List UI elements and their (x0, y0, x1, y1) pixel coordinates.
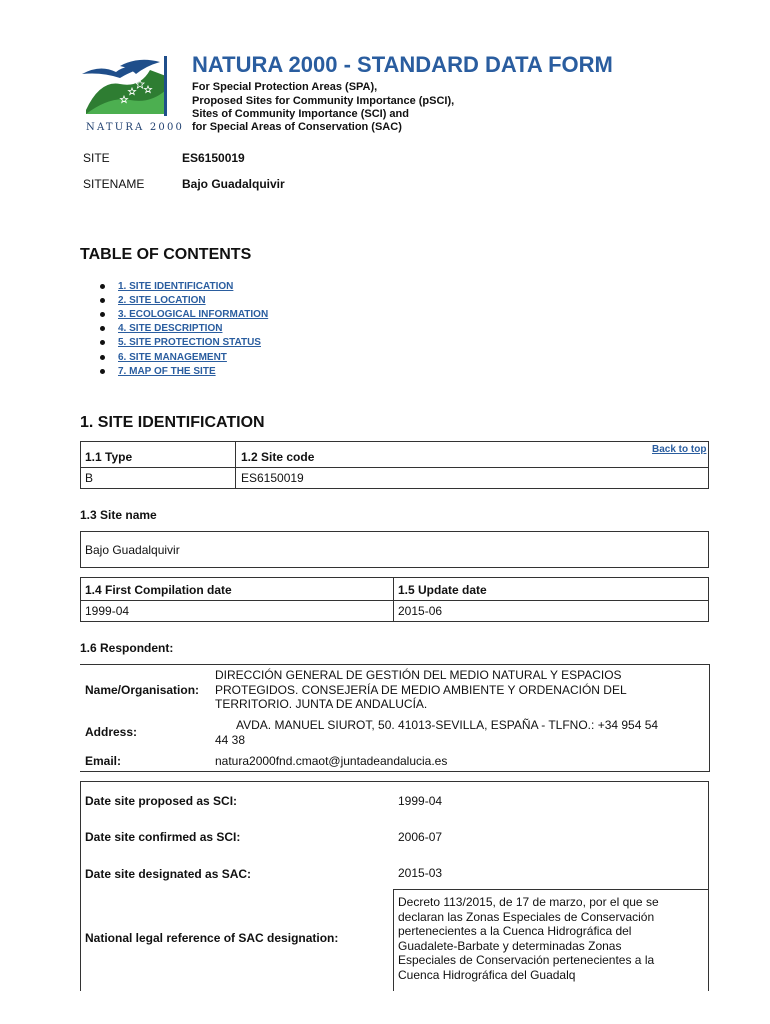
toc-item (100, 336, 268, 350)
bullet-icon (100, 284, 105, 289)
organisation-line: PROTEGIDOS. CONSEJERÍA DE MEDIO AMBIENTE Y ORDENACIÓN DEL (215, 682, 627, 697)
logo-text: NATURA 2000 (86, 122, 184, 133)
natura-2000-logo (80, 50, 184, 134)
legal-reference-line: Especiales de Conservación pertenecientes a la (398, 953, 655, 967)
divider (393, 577, 394, 622)
proposed-sci-value: 1999-04 (398, 794, 443, 808)
subtitle-line: For Special Protection Areas (SPA), (192, 81, 378, 93)
site-name-value: Bajo Guadalquivir (85, 543, 180, 557)
divider (80, 771, 709, 772)
legal-reference-line: Cuenca Hidrográfica del Guadalq (398, 967, 576, 982)
toc-item (100, 350, 268, 364)
divider (235, 441, 236, 489)
organisation-line: DIRECCIÓN GENERAL DE GESTIÓN DEL MEDIO NATURAL Y ESPACIOS (215, 668, 622, 682)
toc-item (100, 364, 268, 378)
site-code-value: ES6150019 (182, 151, 245, 165)
type-code-table (80, 441, 709, 489)
sitename-label: SITENAME (83, 177, 145, 191)
toc-link-site-protection-status[interactable]: 5. SITE PROTECTION STATUS (118, 337, 261, 349)
update-date-value: 2015-06 (398, 604, 443, 618)
type-label: 1.1 Type (85, 450, 133, 464)
subtitle-line: Proposed Sites for Community Importance (pSCI), (192, 95, 455, 107)
address-line: 44 38 (215, 732, 246, 747)
organisation-value (215, 668, 627, 712)
toc-item (100, 279, 268, 293)
address-line: AVDA. MANUEL SIUROT, 50. 41013-SEVILLA, ESPAÑA - TLFNO.: +34 954 54 (236, 718, 659, 732)
site-code-cell: ES6150019 (241, 471, 304, 485)
toc-link-site-identification[interactable]: 1. SITE IDENTIFICATION (118, 280, 234, 292)
legal-reference-value (398, 895, 698, 982)
toc-item (100, 322, 268, 336)
site-name-heading: 1.3 Site name (80, 508, 157, 522)
divider (80, 664, 709, 665)
confirmed-sci-value: 2006-07 (398, 830, 443, 844)
bullet-icon (100, 355, 105, 360)
site-code-label: 1.2 Site code (241, 450, 315, 464)
bullet-icon (100, 369, 105, 374)
legal-reference-line: declaran las Zonas Especiales de Conservación (398, 909, 655, 924)
divider (709, 664, 710, 772)
subtitle-line: for Special Areas of Conservation (SAC) (192, 121, 402, 133)
toc-link-site-management[interactable]: 6. SITE MANAGEMENT (118, 351, 227, 363)
bullet-icon (100, 298, 105, 303)
divider (393, 889, 709, 890)
toc-link-map-of-the-site[interactable]: 7. MAP OF THE SITE (118, 365, 216, 377)
designated-sac-label: Date site designated as SAC: (85, 867, 252, 881)
first-compilation-label: 1.4 First Compilation date (85, 583, 232, 597)
proposed-sci-label: Date site proposed as SCI: (85, 794, 238, 808)
legal-reference-line: pertenecientes a la Cuenca Hidrográfica del (398, 924, 632, 938)
first-compilation-value: 1999-04 (85, 604, 130, 618)
bullet-icon (100, 326, 105, 331)
toc-link-site-description[interactable]: 4. SITE DESCRIPTION (118, 323, 223, 335)
section-title: 1. SITE IDENTIFICATION (80, 414, 265, 431)
divider (80, 600, 709, 601)
bullet-icon (100, 340, 105, 345)
toc-link-site-location[interactable]: 2. SITE LOCATION (118, 294, 206, 306)
legal-reference-line: Guadalete-Barbate y determinadas Zonas (398, 938, 622, 953)
subtitle-line: Sites of Community Importance (SCI) and (192, 108, 409, 120)
sitename-value: Bajo Guadalquivir (182, 177, 285, 191)
back-to-top-link[interactable]: Back to top (652, 444, 707, 455)
confirmed-sci-label: Date site confirmed as SCI: (85, 830, 241, 844)
site-label: SITE (83, 151, 110, 165)
update-date-label: 1.5 Update date (398, 583, 487, 597)
address-label: Address: (85, 725, 138, 739)
divider (393, 889, 394, 991)
toc-list (100, 279, 268, 378)
designated-sac-value: 2015-03 (398, 866, 443, 880)
toc-title: TABLE OF CONTENTS (80, 246, 252, 263)
legal-reference-label: National legal reference of SAC designation: (85, 931, 339, 945)
organisation-line: TERRITORIO. JUNTA DE ANDALUCÍA. (215, 697, 428, 711)
toc-item (100, 293, 268, 307)
email-value: natura2000fnd.cmaot@juntadeandalucia.es (215, 754, 448, 768)
legal-reference-line: Decreto 113/2015, de 17 de marzo, por el que se (398, 895, 659, 909)
bullet-icon (100, 312, 105, 317)
form-title: NATURA 2000 - STANDARD DATA FORM (192, 52, 613, 77)
toc-link-ecological-information[interactable]: 3. ECOLOGICAL INFORMATION (118, 308, 269, 320)
address-value (215, 718, 685, 747)
email-label: Email: (85, 754, 122, 768)
organisation-label: Name/Organisation: (85, 683, 200, 697)
divider (80, 467, 709, 468)
type-value: B (85, 471, 94, 485)
toc-item (100, 307, 268, 321)
respondent-heading: 1.6 Respondent: (80, 641, 174, 655)
